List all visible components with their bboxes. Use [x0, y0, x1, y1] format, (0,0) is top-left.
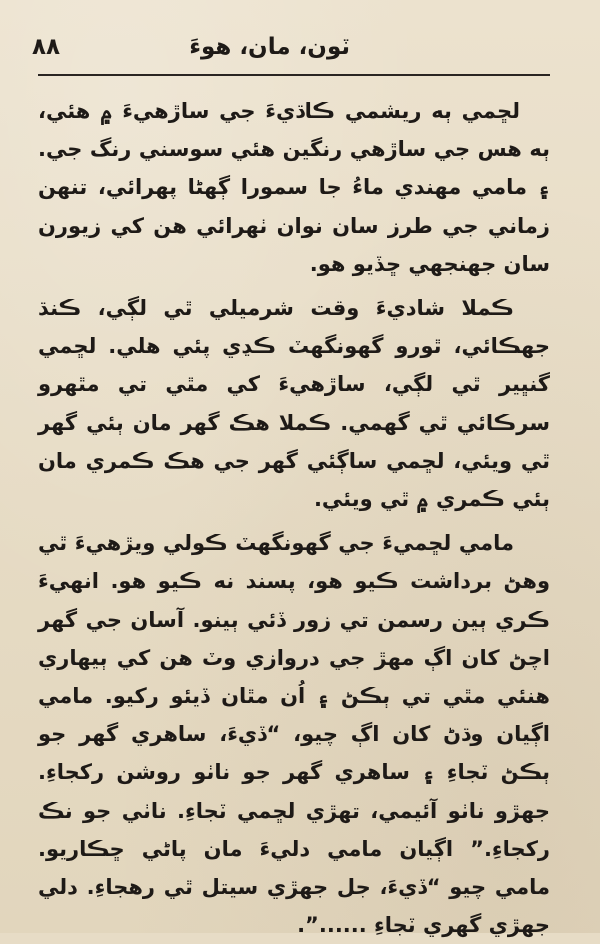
header-rule [38, 74, 550, 76]
paragraph-3: مامي لڇميءَ جي گهونگهٽ ڪولي ويڙهيءَ ٿي وهڻ برداشت ڪيو هو، پسند نه ڪيو هو. انهيءَ ڪري ٻين رسمن تي زور ڏئي ٻينو. آسان جي گهر اچڻ کان اڳ مهڙ جي دروازي وٽ هن کي ٻيهاري هنئي مٿي تي ٻڪڻ ۽ اُن مٿان ڏيئو رکيو. مامي اڳيان وڌڻ کان اڳ چيو، “ڏيءَ، ساهري گهر جو ٻڪڻ ٽجاءِ ۽ ساهري گهر جو ناٺو روشن رکجاءِ. جهڙو ناٺو آئيمي، تهڙي لڇمي ٽجاءِ. ناٺي جو نڪ رکجاءِ.” اڳيان مامي دليءَ مان پاڻي ڇڪاريو. مامي چيو “ڏيءَ، جل جهڙي سيتل ٿي رهجاءِ. دلي جهڙي گهري ٽجاءِ ......”. [38, 531, 550, 938]
running-title: ٽون، مان، هوءَ [189, 34, 350, 60]
page-number: ٨٨ [32, 34, 61, 60]
page-body [38, 92, 550, 944]
paragraph-2: ڪملا شاديءَ وقت شرميلي ٿي لڳي، ڪنڌ جهڪائي، ٿورو گهونگهٽ ڪڍي پئي هلي. لڇمي گنڀير ٿي لڳي، ساڙهيءَ کي مٿي تي مٿهرو سرڪائي ٿي گهمي. ڪملا هڪ گهر مان ٻئي گهر ٿي ويئي، لڇمي ساڳئي گهر جي هڪ ڪمري مان ٻئي ڪمري ۾ ٿي ويئي. [38, 296, 550, 512]
paragraph-1: لڇمي ٻه ريشمي ڪاڌيءَ جي ساڙهيءَ ۾ هئي، ٻه هس جي ساڙهي رنگين هئي سوسني رنگ جي. ۽ مامي مهندي ماءُ جا سمورا ڳهڻا پهرائي، تنهن زماني جي طرز سان نوان ٺهرائي هن کي زيورن سان جهنجهي ڇڏيو هو. [38, 99, 550, 276]
page-header [32, 34, 550, 70]
